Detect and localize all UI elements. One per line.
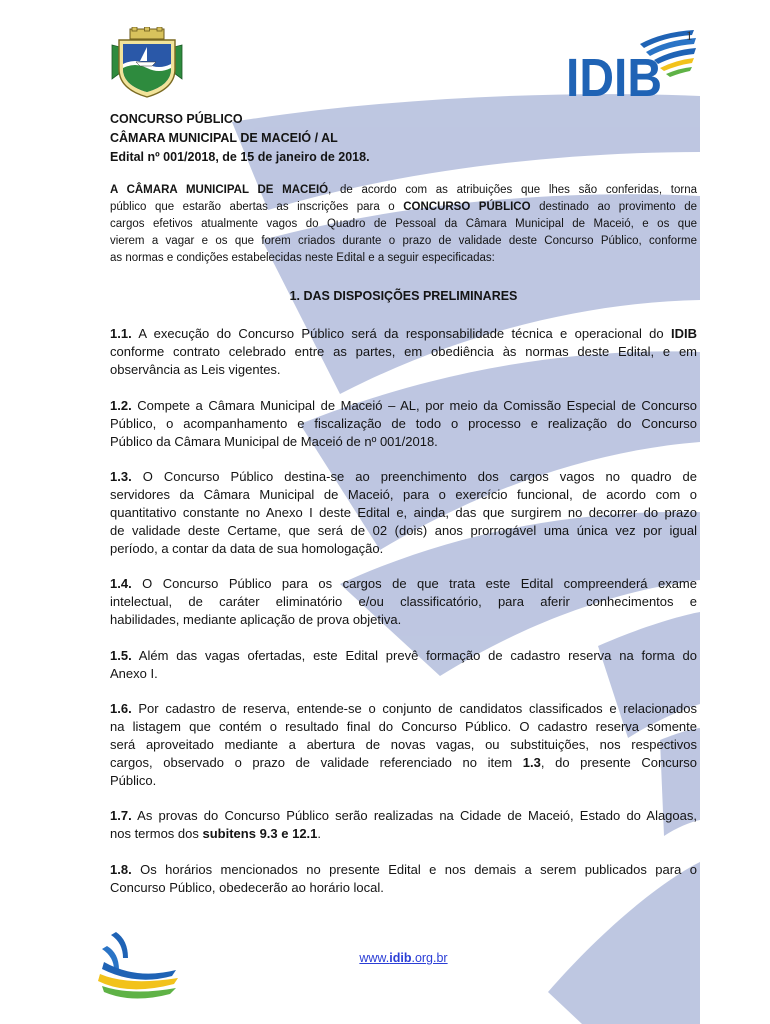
paragraph-1-1: [110, 325, 697, 379]
link-domain-name: idib: [389, 951, 412, 965]
item-number: 1.3.: [110, 469, 132, 484]
paragraph-text: O Concurso Público destina-se ao preenchimento dos cargos vagos no quadro de: [131, 469, 697, 484]
paragraph-line: [110, 611, 697, 629]
paragraph-line: [110, 861, 697, 879]
paragraph-text: Público.: [110, 773, 157, 788]
paragraph-text: será aproveitado mediante a abertura de novas vagas, ou substituições, nos respectivos: [110, 737, 697, 752]
paragraph-text: na listagem que contém o resultado final do Concurso Público. O cadastro reserva somente: [110, 719, 697, 734]
item-number: 1.6.: [110, 701, 132, 716]
item-number: 1.8.: [110, 862, 132, 877]
item-number: 1.1.: [110, 326, 132, 341]
paragraph-text: servidores da Câmara Municipal de Maceió, para o exercício funcional, de acordo com o: [110, 487, 697, 502]
bold-term: A CÂMARA MUNICIPAL DE MACEIÓ: [110, 184, 329, 196]
paragraph-line: [110, 397, 697, 415]
paragraph-line: [110, 593, 697, 611]
paragraph-text: quantitativo constante no Anexo I deste Edital e, ainda, das que surgirem no decorrer do prazo: [110, 505, 697, 520]
paragraph-1-3: [110, 468, 697, 558]
header-organization: CÂMARA MUNICIPAL DE MACEIÓ / AL: [110, 131, 338, 145]
paragraph-line: [110, 718, 697, 736]
section-title: 1. DAS DISPOSIÇÕES PRELIMINARES: [289, 289, 518, 303]
paragraph-text: As provas do Concurso Público serão realizadas na Cidade de Maceió, Estado do Alagoas,: [131, 808, 697, 823]
paragraph-line: [110, 486, 697, 504]
paragraph-text: vierem a vagar e os que forem criados durante o prazo de validade deste Concurso Público, conforme: [110, 235, 697, 247]
paragraph-line: [110, 522, 697, 540]
paragraph-line: [110, 468, 697, 486]
paragraph-line: [110, 504, 697, 522]
item-number: 1.5.: [110, 648, 132, 663]
intro-line: [110, 199, 697, 216]
paragraph-line: [110, 772, 697, 790]
bold-term: IDIB: [671, 326, 697, 341]
paragraph-text: Concurso Público, obedecerão ao horário local.: [110, 880, 384, 895]
page-number: 1: [686, 28, 693, 43]
paragraph-line: [110, 700, 697, 718]
bold-term: CONCURSO PÚBLICO: [403, 201, 531, 213]
intro-line: [110, 250, 697, 267]
intro-line: [110, 216, 697, 233]
paragraph-line: [110, 325, 697, 343]
paragraph-line: [110, 361, 697, 379]
item-reference: 1.3: [522, 755, 541, 770]
idib-logo: [560, 24, 700, 100]
paragraph-line: [110, 540, 697, 558]
paragraph-1-5: [110, 647, 697, 683]
paragraph-text: Os horários mencionados no presente Edital e nos demais a serem publicados para o: [131, 862, 697, 877]
paragraph-line: [110, 575, 697, 593]
paragraph-line: [110, 647, 697, 665]
paragraph-line: [110, 879, 697, 897]
intro-line: [110, 182, 697, 199]
paragraph-line: [110, 754, 697, 772]
link-suffix: .org.br: [411, 951, 448, 965]
paragraph-text: Além das vagas ofertadas, este Edital prevê formação de cadastro reserva na forma do: [131, 648, 697, 663]
paragraph-1-4: [110, 575, 697, 629]
paragraph-text: de validade deste Certame, que será de 02 (dois) anos prorrogável uma única vez por igual: [110, 523, 697, 538]
paragraph-line: [110, 736, 697, 754]
paragraph-text: público que estarão abertas as inscrições para o: [110, 201, 404, 213]
paragraph-text: .: [317, 826, 322, 841]
link-prefix: www.: [359, 951, 390, 965]
header-edital-date: Edital nº 001/2018, de 15 de janeiro de 2018.: [110, 150, 370, 164]
item-reference: subitens 9.3 e 12.1: [202, 826, 318, 841]
paragraph-1-2: [110, 397, 697, 451]
paragraph-line: [110, 415, 697, 433]
edital-header: [110, 110, 697, 167]
paragraph-text: Anexo I.: [110, 666, 158, 681]
municipal-coat-of-arms-logo: [110, 27, 184, 99]
paragraph-line: [110, 433, 697, 451]
paragraph-text: cargos efetivos atualmente vagos do Quadro de Pessoal da Câmara Municipal de Maceió, e os que: [110, 218, 697, 230]
paragraph-text: observância as Leis vigentes.: [110, 362, 281, 377]
paragraph-1-8: [110, 861, 697, 897]
paragraph-text: A execução do Concurso Público será da responsabilidade técnica e operacional do: [131, 326, 671, 341]
item-number: 1.2.: [110, 398, 132, 413]
website-link[interactable]: [359, 951, 447, 965]
intro-line: [110, 233, 697, 250]
paragraph-text: Compete a Câmara Municipal de Maceió – AL, por meio da Comissão Especial de Concurso: [131, 398, 697, 413]
paragraph-text: as normas e condições estabelecidas neste Edital e a seguir especificadas:: [110, 252, 495, 264]
paragraph-text: Por cadastro de reserva, entende-se o conjunto de candidatos classificados e relacionados: [131, 701, 697, 716]
page-footer: [110, 949, 697, 967]
paragraph-text: , de acordo com as atribuições que lhes são conferidas, torna: [328, 184, 698, 196]
paragraph-text: período, a contar da data de sua homologação.: [110, 541, 384, 556]
paragraph-1-6: [110, 700, 697, 790]
paragraph-text: cargos, observado o prazo de validade referenciado no item: [110, 755, 523, 770]
header-title: CONCURSO PÚBLICO: [110, 112, 243, 126]
paragraph-text: O Concurso Público para os cargos de que trata este Edital compreenderá exame: [131, 576, 697, 591]
paragraph-text: conforme contrato celebrado entre as partes, em obediência às normas deste Edital, e em: [110, 344, 697, 359]
paragraph-line: [110, 807, 697, 825]
paragraph-line: [110, 343, 697, 361]
paragraph-1-7: [110, 807, 697, 843]
item-number: 1.4.: [110, 576, 132, 591]
paragraph-text: Público, o acompanhamento e fiscalização de todo o processo e realização do Concurso: [110, 416, 697, 431]
item-number: 1.7.: [110, 808, 132, 823]
paragraph-text: destinado ao provimento de: [530, 201, 697, 213]
paragraph-text: habilidades, mediante aplicação de prova objetiva.: [110, 612, 402, 627]
paragraph-line: [110, 825, 697, 843]
paragraph-text: , do presente Concurso: [540, 755, 697, 770]
paragraph-text: Público da Câmara Municipal de Maceió de nº 001/2018.: [110, 434, 438, 449]
idib-logo-text: IDIB: [566, 48, 662, 100]
paragraph-line: [110, 665, 697, 683]
paragraph-text: nos termos dos: [110, 826, 203, 841]
intro-paragraph: [110, 182, 697, 267]
paragraph-text: intelectual, de caráter eliminatório e/ou classificatório, para aferir conhecimentos e: [110, 594, 697, 609]
